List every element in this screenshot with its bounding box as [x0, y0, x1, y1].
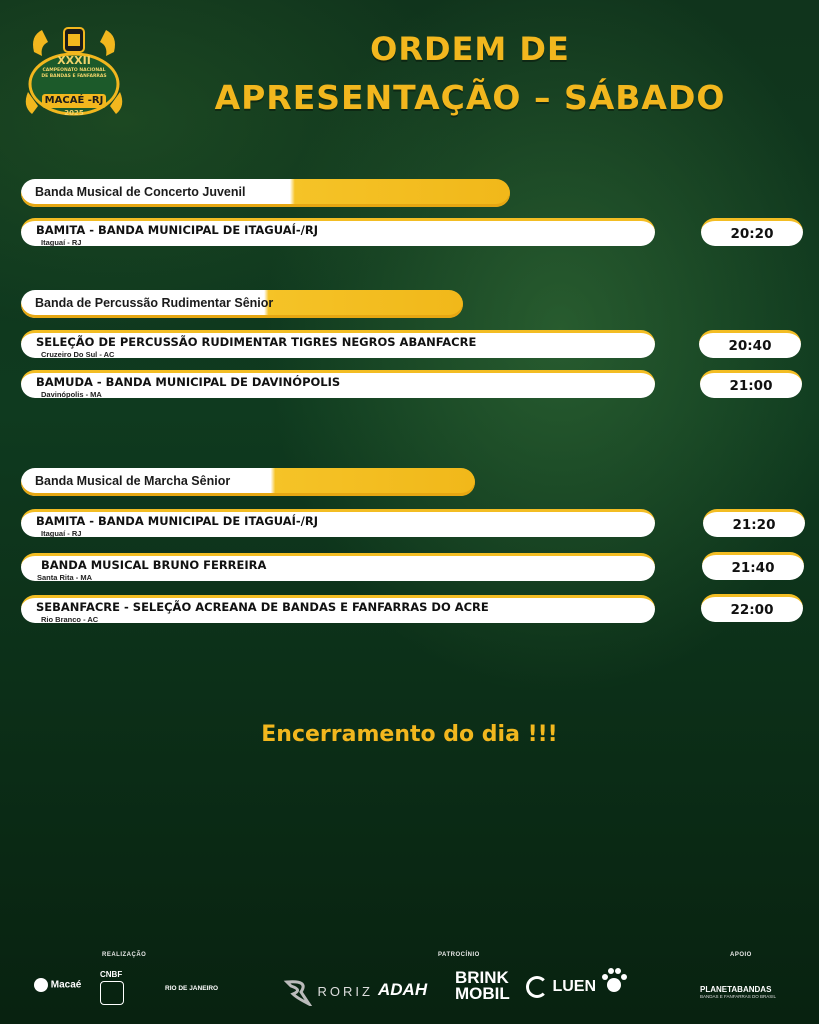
band-name: BAMITA - BANDA MUNICIPAL DE ITAGUAÍ-/RJ	[36, 223, 319, 237]
band-location: Santa Rita - MA	[37, 573, 93, 582]
time-slot: 20:20	[701, 218, 803, 246]
schedule-row	[21, 218, 655, 246]
category-bar	[21, 468, 475, 496]
paw-print-icon	[600, 966, 628, 996]
adah-logo-text: ADAH	[378, 980, 428, 999]
time-slot: 22:00	[701, 594, 803, 622]
band-name: BAMUDA - BANDA MUNICIPAL DE DAVINÓPOLIS	[36, 375, 341, 389]
cnbf-logo	[100, 970, 124, 1005]
category-bar	[21, 290, 463, 318]
macae-logo-text: Macaé	[50, 979, 82, 991]
band-location: Rio Branco - AC	[41, 615, 99, 624]
apoio-label: APOIO	[730, 952, 752, 958]
logo-line2: DE BANDAS E FANFARRAS	[41, 74, 107, 79]
schedule-row	[21, 370, 655, 398]
schedule-row	[21, 330, 655, 358]
time-slot: 21:40	[702, 552, 804, 580]
band-name: BANDA MUSICAL BRUNO FERREIRA	[41, 558, 267, 572]
planetabandas-logo	[700, 985, 776, 999]
luen-emblem-icon	[526, 976, 548, 998]
roriz-logo-text: RORIZ	[317, 984, 373, 1000]
planetabandas-tagline: BANDAS E FANFARRAS DO BRASIL	[700, 994, 777, 999]
cnbf-logo-text: CNBF	[100, 970, 123, 979]
band-name: SEBANFACRE - SELEÇÃO ACREANA DE BANDAS E FANFARRAS DO ACRE	[36, 600, 489, 614]
paw-logo	[600, 966, 628, 1001]
schedule-row	[21, 595, 655, 623]
category-bar	[21, 179, 510, 207]
rio-logo-text: RIO DE JANEIRO	[165, 985, 219, 992]
roriz-logo	[283, 978, 373, 1006]
time-slot: 21:00	[700, 370, 802, 398]
brink-mobil-logo	[455, 970, 521, 1002]
roriz-emblem-icon	[283, 978, 313, 1006]
category-label: Banda Musical de Concerto Juvenil	[35, 185, 246, 199]
patrocinio-label: PATROCÍNIO	[438, 952, 480, 958]
realizacao-label: REALIZAÇÃO	[102, 952, 147, 958]
page-title-line2: APRESENTAÇÃO – SÁBADO	[214, 78, 726, 117]
page-title-line1: ORDEM DE	[370, 30, 570, 68]
band-location: Itaguaí - RJ	[41, 238, 82, 247]
band-location: Itaguaí - RJ	[41, 529, 82, 538]
band-location: Davinópolis - MA	[41, 390, 102, 399]
band-name: BAMITA - BANDA MUNICIPAL DE ITAGUAÍ-/RJ	[36, 514, 319, 528]
closing-message: Encerramento do dia !!!	[261, 722, 558, 747]
rio-de-janeiro-logo	[165, 985, 218, 992]
category-label: Banda de Percussão Rudimentar Sênior	[35, 296, 274, 310]
luen-logo	[526, 976, 596, 998]
band-name: SELEÇÃO DE PERCUSSÃO RUDIMENTAR TIGRES NEGROS ABANFACRE	[36, 335, 477, 349]
category-label: Banda Musical de Marcha Sênior	[35, 474, 231, 488]
planetabandas-logo-text: PLANETABANDAS	[700, 985, 772, 994]
time-slot: 20:40	[699, 330, 801, 358]
logo-city: MACAÉ -RJ	[44, 95, 104, 106]
schedule-row	[21, 553, 655, 581]
macae-logo	[34, 978, 81, 992]
logo-year: 2025	[64, 109, 84, 117]
schedule-row	[21, 509, 655, 537]
logo-line1: CAMPEONATO NACIONAL	[42, 68, 106, 73]
logo-edition: XXXII	[57, 54, 91, 67]
band-location: Cruzeiro Do Sul - AC	[41, 350, 115, 359]
brink-mobil-logo-text: BRINK MOBIL	[455, 968, 510, 1003]
cnbf-emblem-icon	[100, 981, 124, 1005]
adah-logo	[378, 980, 427, 1000]
championship-logo	[20, 22, 128, 122]
time-slot: 21:20	[703, 509, 805, 537]
macae-emblem-icon	[34, 978, 48, 992]
luen-logo-text: LUEN	[552, 978, 597, 996]
